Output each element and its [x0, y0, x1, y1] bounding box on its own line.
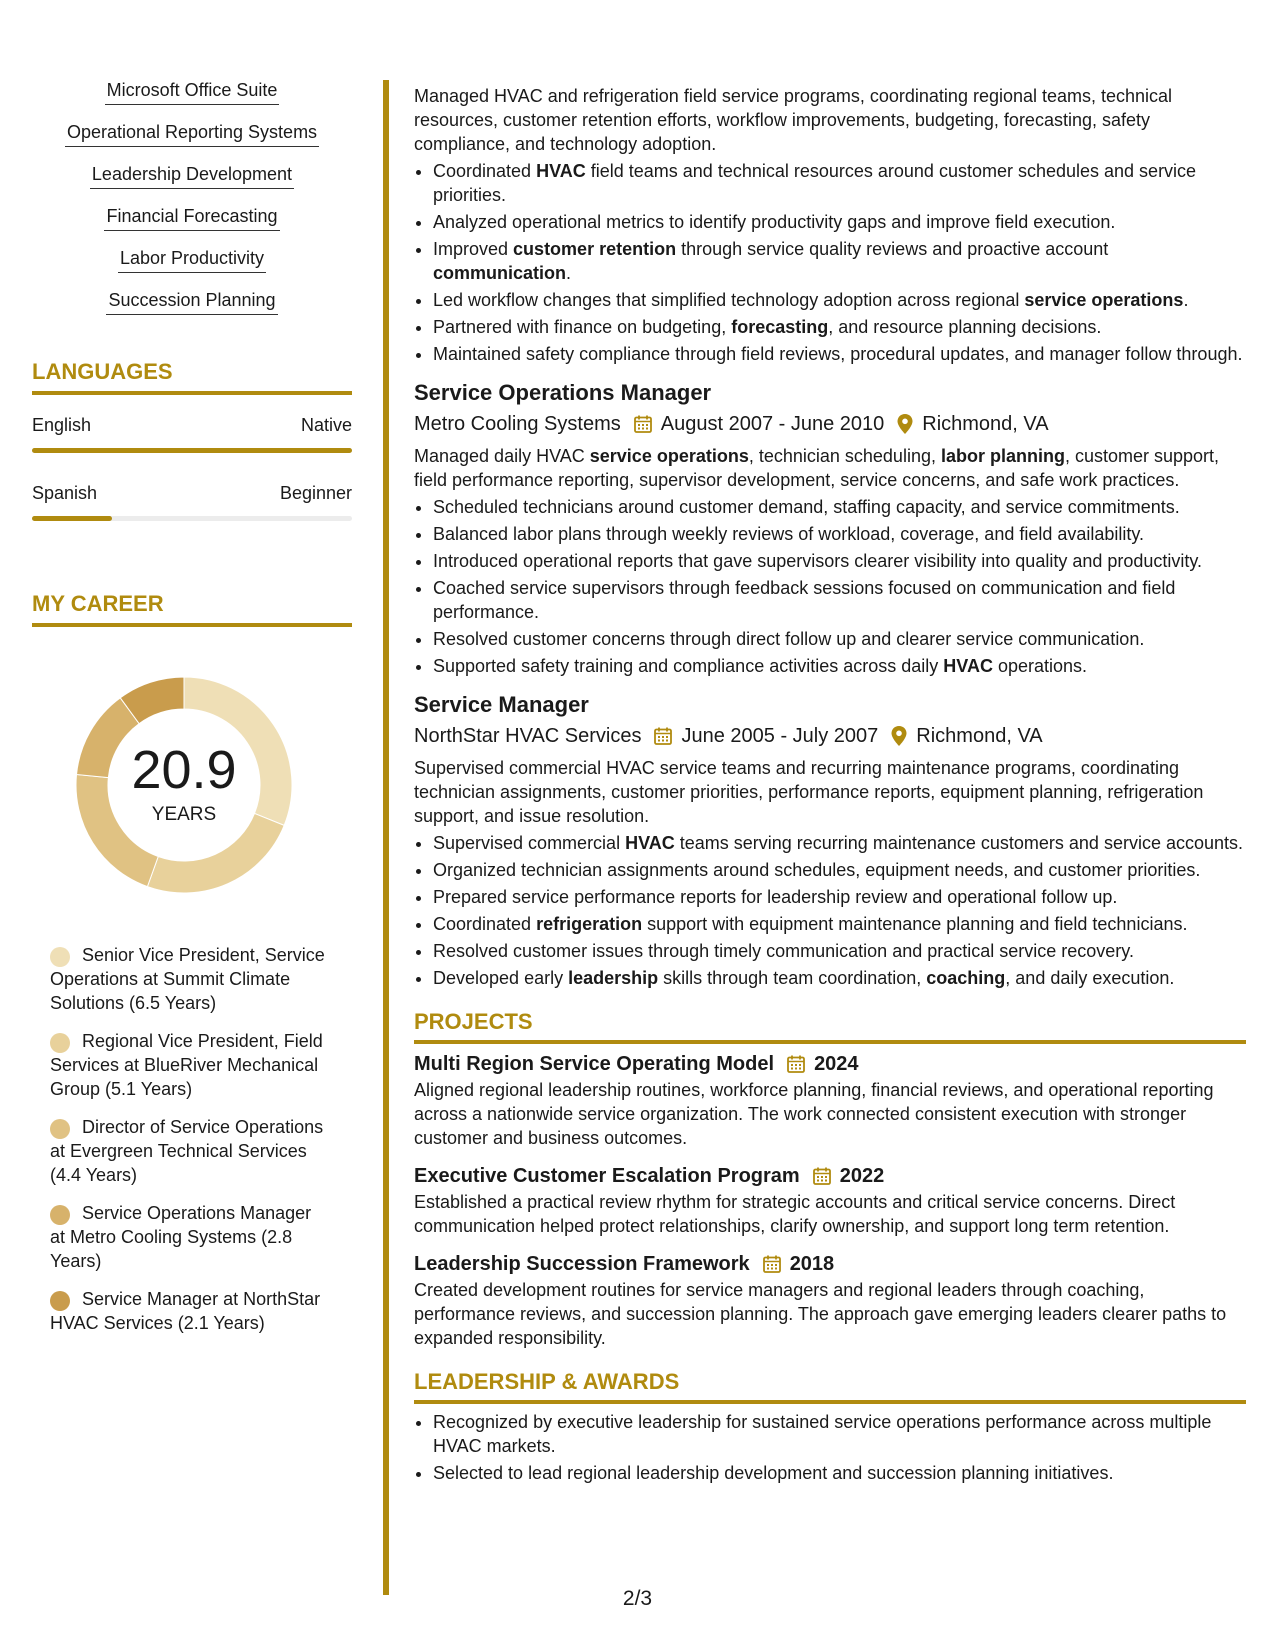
career-legend [50, 943, 330, 1335]
job-entry [414, 690, 1246, 990]
legend-dot [50, 1119, 70, 1139]
projects-section [414, 1008, 1246, 1350]
language-english [32, 415, 352, 453]
skill-label: Succession Planning [106, 290, 277, 315]
language-bar [32, 448, 352, 453]
calendar-icon [633, 414, 653, 434]
job-summary: Managed daily HVAC service operations, technician scheduling, labor planning, customer support, field performance reporting, supervisor development, service concerns, and safe work practices. [414, 446, 1220, 490]
legend-label: Director of Service Operations at Evergreen Technical Services (4.4 Years) [50, 1117, 324, 1185]
career-legend-item [50, 1115, 330, 1187]
language-level: Native [300, 415, 352, 435]
career-legend-item [50, 943, 330, 1015]
page-number: 2/3 [622, 1587, 653, 1610]
job-bullet: • Led workflow changes that simplified technology adoption across regional service operations. [433, 288, 1246, 312]
language-name: English [32, 415, 92, 435]
job-bullets [414, 831, 1246, 990]
project-entry [414, 1050, 1246, 1150]
legend-dot [50, 1291, 70, 1311]
language-spanish [32, 483, 352, 521]
skill-item [32, 248, 352, 273]
job-bullet: • Improved customer retention through service quality reviews and proactive account communication. [433, 237, 1246, 285]
job-bullet: • Analyzed operational metrics to identify productivity gaps and improve field execution. [433, 210, 1246, 234]
job-bullet: • Organized technician assignments around schedules, equipment needs, and customer priorities. [433, 858, 1246, 882]
job-bullet: • Prepared service performance reports for leadership review and operational follow up. [433, 885, 1246, 909]
map-pin-icon [890, 725, 908, 747]
job-bullet: • Coordinated refrigeration support with equipment maintenance planning and field technicians. [433, 912, 1246, 936]
map-pin-icon [896, 413, 914, 435]
skill-item [32, 164, 352, 189]
job-summary: Supervised commercial HVAC service teams and recurring maintenance programs, coordinating technician assignments, customer priorities, performance reports, equipment planning, refrigeration support, and issue resolution. [414, 758, 1204, 826]
left-column [32, 80, 352, 1349]
career-total-unit: YEARS [151, 804, 217, 825]
job-bullet: • Introduced operational reports that gave supervisors clearer visibility into quality and productivity. [433, 549, 1246, 573]
project-description: Established a practical review rhythm for strategic accounts and critical service concerns. Direct communication helped protect relationships, clarify ownership, and support long term retention. [414, 1192, 1176, 1236]
skill-label: Labor Productivity [118, 248, 266, 273]
job-bullet: • Partnered with finance on budgeting, forecasting, and resource planning decisions. [433, 315, 1246, 339]
job-bullet: • Developed early leadership skills through team coordination, coaching, and daily execution. [433, 966, 1246, 990]
donut-center [64, 665, 304, 905]
language-bar-fill [32, 516, 112, 521]
awards-section [414, 1368, 1246, 1485]
award-bullet: • Selected to lead regional leadership development and succession planning initiatives. [433, 1461, 1246, 1485]
job-bullets [414, 159, 1246, 366]
skill-label: Financial Forecasting [104, 206, 279, 231]
projects-heading: PROJECTS [414, 1008, 1246, 1044]
skill-item [32, 122, 352, 147]
legend-label: Service Operations Manager at Metro Cooling Systems (2.8 Years) [50, 1203, 312, 1271]
project-title: Leadership Succession Framework [414, 1253, 750, 1275]
job-title: Service Operations Manager [414, 380, 712, 405]
project-year: 2018 [789, 1253, 835, 1275]
job-company: Metro Cooling Systems [414, 413, 621, 435]
skill-item [32, 206, 352, 231]
skill-label: Operational Reporting Systems [65, 122, 319, 147]
project-title: Multi Region Service Operating Model [414, 1053, 775, 1075]
skill-label: Leadership Development [90, 164, 294, 189]
job-bullets [414, 495, 1246, 678]
job-bullet: • Supervised commercial HVAC teams serving recurring maintenance customers and service accounts. [433, 831, 1246, 855]
calendar-icon [653, 726, 673, 746]
career-legend-item [50, 1201, 330, 1273]
calendar-icon [762, 1254, 782, 1274]
project-title: Executive Customer Escalation Program [414, 1165, 800, 1187]
awards-heading: LEADERSHIP & AWARDS [414, 1368, 1246, 1404]
award-bullet: • Recognized by executive leadership for sustained service operations performance across multiple HVAC markets. [433, 1410, 1246, 1458]
job-bullet: • Scheduled technicians around customer demand, staffing capacity, and service commitments. [433, 495, 1246, 519]
skill-item [32, 80, 352, 105]
job-location: Richmond, VA [922, 413, 1049, 435]
experience-continued [414, 84, 1246, 366]
job-bullet: • Resolved customer concerns through direct follow up and clearer service communication. [433, 627, 1246, 651]
project-year: 2022 [839, 1165, 885, 1187]
legend-dot [50, 1205, 70, 1225]
job-meta [414, 410, 1246, 438]
job-company: NorthStar HVAC Services [414, 725, 642, 747]
job-entry [414, 378, 1246, 678]
job-meta [414, 722, 1246, 750]
job-bullet: • Resolved customer issues through timely communication and practical service recovery. [433, 939, 1246, 963]
language-bar-fill [32, 448, 352, 453]
job-bullet: • Coordinated HVAC field teams and technical resources around customer schedules and service priorities. [433, 159, 1246, 207]
project-entry [414, 1250, 1246, 1350]
job-location: Richmond, VA [916, 725, 1043, 747]
legend-label: Service Manager at NorthStar HVAC Services (2.1 Years) [50, 1289, 321, 1333]
job-title: Service Manager [414, 692, 589, 717]
project-year: 2024 [814, 1053, 859, 1075]
career-heading: MY CAREER [32, 591, 352, 627]
legend-label: Regional Vice President, Field Services at BlueRiver Mechanical Group (5.1 Years) [50, 1031, 323, 1099]
awards-bullets [414, 1410, 1246, 1485]
career-donut-chart [64, 665, 304, 905]
project-entry [414, 1162, 1246, 1238]
column-divider [383, 80, 389, 1595]
legend-label: Senior Vice President, Service Operations at Summit Climate Solutions (6.5 Years) [50, 945, 325, 1013]
language-bar [32, 516, 352, 521]
job-bullet: • Supported safety training and compliance activities across daily HVAC operations. [433, 654, 1246, 678]
calendar-icon [786, 1054, 806, 1074]
job-bullet: • Maintained safety compliance through field reviews, procedural updates, and manager follow through. [433, 342, 1246, 366]
job-bullet: • Coached service supervisors through feedback sessions focused on communication and field performance. [433, 576, 1246, 624]
career-legend-item [50, 1029, 330, 1101]
languages-heading: LANGUAGES [32, 359, 352, 395]
language-name: Spanish [32, 483, 98, 503]
project-description: Aligned regional leadership routines, workforce planning, financial reviews, and operational reporting across a nationwide service organization. The work connected consistent execution with stronger customer and business outcomes. [414, 1080, 1214, 1148]
career-total-years: 20.9 [131, 740, 237, 800]
skill-label: Microsoft Office Suite [105, 80, 280, 105]
legend-dot [50, 947, 70, 967]
calendar-icon [812, 1166, 832, 1186]
languages-section [32, 359, 352, 521]
project-description: Created development routines for service managers and regional leaders through coaching, performance reviews, and succession planning. The approach gave emerging leaders clearer paths to expanded responsibility. [414, 1280, 1227, 1348]
job-summary: Managed HVAC and refrigeration field service programs, coordinating regional teams, technical resources, customer retention efforts, workflow improvements, budgeting, forecasting, safety compliance, and technology adoption. [414, 86, 1173, 154]
career-legend-item [50, 1287, 330, 1335]
job-dates: August 2007 - June 2010 [660, 413, 885, 435]
right-column [414, 84, 1246, 1488]
skills-list [32, 80, 352, 315]
skill-item [32, 290, 352, 315]
job-bullet: • Balanced labor plans through weekly reviews of workload, coverage, and field availability. [433, 522, 1246, 546]
career-section [32, 591, 352, 1335]
language-level: Beginner [279, 483, 352, 503]
legend-dot [50, 1033, 70, 1053]
job-dates: June 2005 - July 2007 [681, 725, 879, 747]
